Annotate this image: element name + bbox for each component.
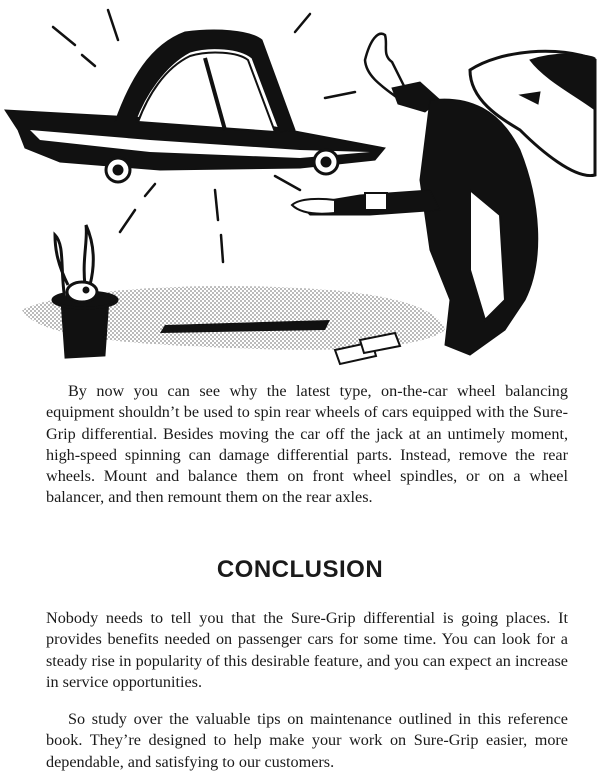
intro-paragraph: By now you can see why the latest type, on-the-car wheel balancing equipment shouldn’t be used to spin rear wheels of cars equipped with the Sure-Grip differential. Besides moving the car off the jack at an untimely moment, high-speed spinning can damage differential parts. Instead, remove the rear wheels. Mount and balance them on front wheel spindles, or on a wheel balancer, and then remount them on the rear axles. (46, 382, 568, 507)
magician-car-illustration (0, 0, 600, 370)
conclusion-paragraph-1: Nobody needs to tell you that the Sure-Grip differential is going places. It provides benefits needed on passenger cars for some time. You can look for a steady rise in popularity of this desirable feature, and you can expect an increase in service opportunities. (46, 609, 568, 691)
car (5, 30, 385, 182)
conclusion-paragraph-2: So study over the valuable tips on maintenance outlined in this reference book. They’re designed to help make your work on Sure-Grip easier, more dependable, and satisfying to our customers. (46, 710, 568, 771)
conclusion-heading: CONCLUSION (216, 556, 384, 583)
